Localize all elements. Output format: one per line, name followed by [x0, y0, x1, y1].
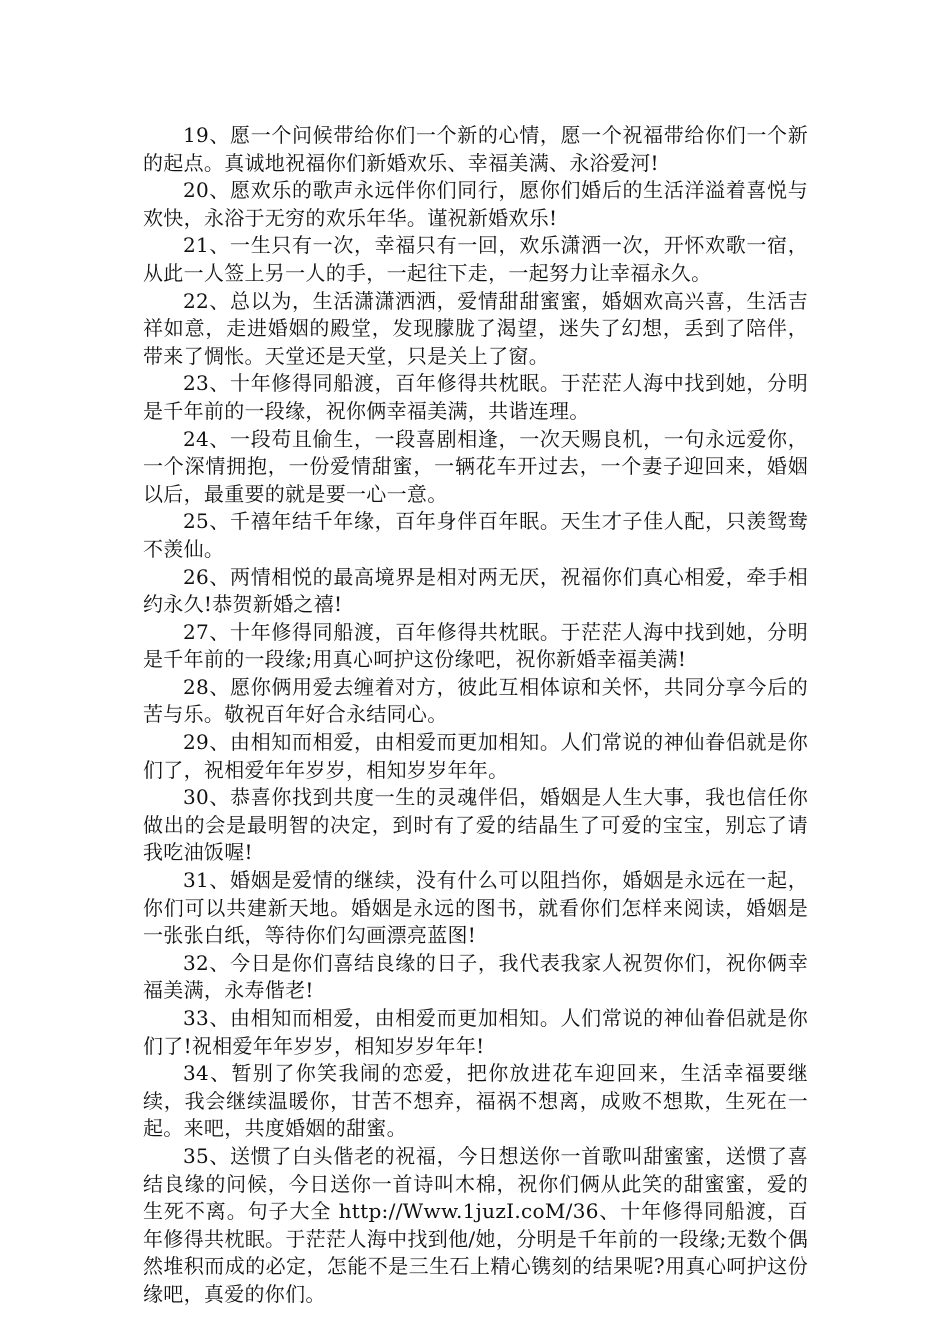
paragraph-30: 30、恭喜你找到共度一生的灵魂伴侣，婚姻是人生大事，我也信任你做出的会是最明智的决定，到时有了爱的结晶生了可爱的宝宝，别忘了请我吃油饭喔! — [143, 785, 808, 865]
document-body — [143, 122, 808, 1309]
paragraph-35: 35、送惯了白头偕老的祝福，今日想送你一首歌叫甜蜜蜜，送惯了喜结良缘的问候，今日送你一首诗叫木棉，祝你们俩从此笑的甜蜜蜜，爱的生死不离。句子大全 http://Www.1juzI.coM/36、十年修得同船渡，百年修得共枕眠。于茫茫人海中找到他/她，分明是千年前的一段缘;无数个偶然堆积而成的必定，怎能不是三生石上精心镌刻的结果呢?用真心呵护这份缘吧，真爱的你们。 — [143, 1143, 808, 1306]
paragraph-23: 23、十年修得同船渡，百年修得共枕眠。于茫茫人海中找到她，分明是千年前的一段缘，祝你俩幸福美满，共谐连理。 — [143, 371, 808, 423]
paragraph-31: 31、婚姻是爱情的继续，没有什么可以阻挡你，婚姻是永远在一起，你们可以共建新天地。婚姻是永远的图书，就看你们怎样来阅读，婚姻是一张张白纸，等待你们勾画漂亮蓝图! — [143, 868, 808, 948]
paragraph-34: 34、暂别了你笑我闹的恋爱，把你放进花车迎回来，生活幸福要继续，我会继续温暖你，甘苦不想弃，福祸不想离，成败不想欺，生死在一起。来吧，共度婚姻的甜蜜。 — [143, 1061, 808, 1141]
paragraph-33: 33、由相知而相爱，由相爱而更加相知。人们常说的神仙眷侣就是你们了!祝相爱年年岁岁，相知岁岁年年! — [143, 1006, 808, 1058]
paragraph-20: 20、愿欢乐的歌声永远伴你们同行，愿你们婚后的生活洋溢着喜悦与欢快，永浴于无穷的欢乐年华。谨祝新婚欢乐! — [143, 178, 808, 230]
paragraph-29: 29、由相知而相爱，由相爱而更加相知。人们常说的神仙眷侣就是你们了，祝相爱年年岁岁，相知岁岁年年。 — [143, 730, 808, 782]
paragraph-19: 19、愿一个问候带给你们一个新的心情，愿一个祝福带给你们一个新的起点。真诚地祝福你们新婚欢乐、幸福美满、永浴爱河! — [143, 123, 808, 175]
paragraph-26: 26、两情相悦的最高境界是相对两无厌，祝福你们真心相爱，牵手相约永久!恭贺新婚之禧! — [143, 564, 808, 617]
paragraph-24: 24、一段苟且偷生，一段喜剧相逢，一次天赐良机，一句永远爱你，一个深情拥抱，一份爱情甜蜜，一辆花车开过去，一个妻子迎回来，婚姻以后，最重要的就是要一心一意。 — [143, 426, 808, 506]
paragraph-25: 25、千禧年结千年缘，百年身伴百年眠。天生才子佳人配，只羡鸳鸯不羡仙。 — [143, 509, 808, 561]
paragraph-22: 22、总以为，生活潇潇洒洒，爱情甜甜蜜蜜，婚姻欢高兴喜，生活吉祥如意，走进婚姻的殿堂，发现朦胧了渴望，迷失了幻想，丢到了陪伴，带来了惆怅。天堂还是天堂，只是关上了窗。 — [143, 288, 808, 368]
paragraph-27: 27、十年修得同船渡，百年修得共枕眠。于茫茫人海中找到她，分明是千年前的一段缘;用真心呵护这份缘吧，祝你新婚幸福美满! — [143, 619, 808, 672]
paragraph-21: 21、一生只有一次，幸福只有一回，欢乐潇洒一次，开怀欢歌一宿，从此一人签上另一人的手，一起往下走，一起努力让幸福永久。 — [143, 233, 808, 285]
paragraph-28: 28、愿你俩用爱去缠着对方，彼此互相体谅和关怀，共同分享今后的苦与乐。敬祝百年好合永结同心。 — [143, 674, 808, 727]
paragraph-32: 32、今日是你们喜结良缘的日子，我代表我家人祝贺你们，祝你俩幸福美满，永寿偕老! — [143, 950, 808, 1003]
